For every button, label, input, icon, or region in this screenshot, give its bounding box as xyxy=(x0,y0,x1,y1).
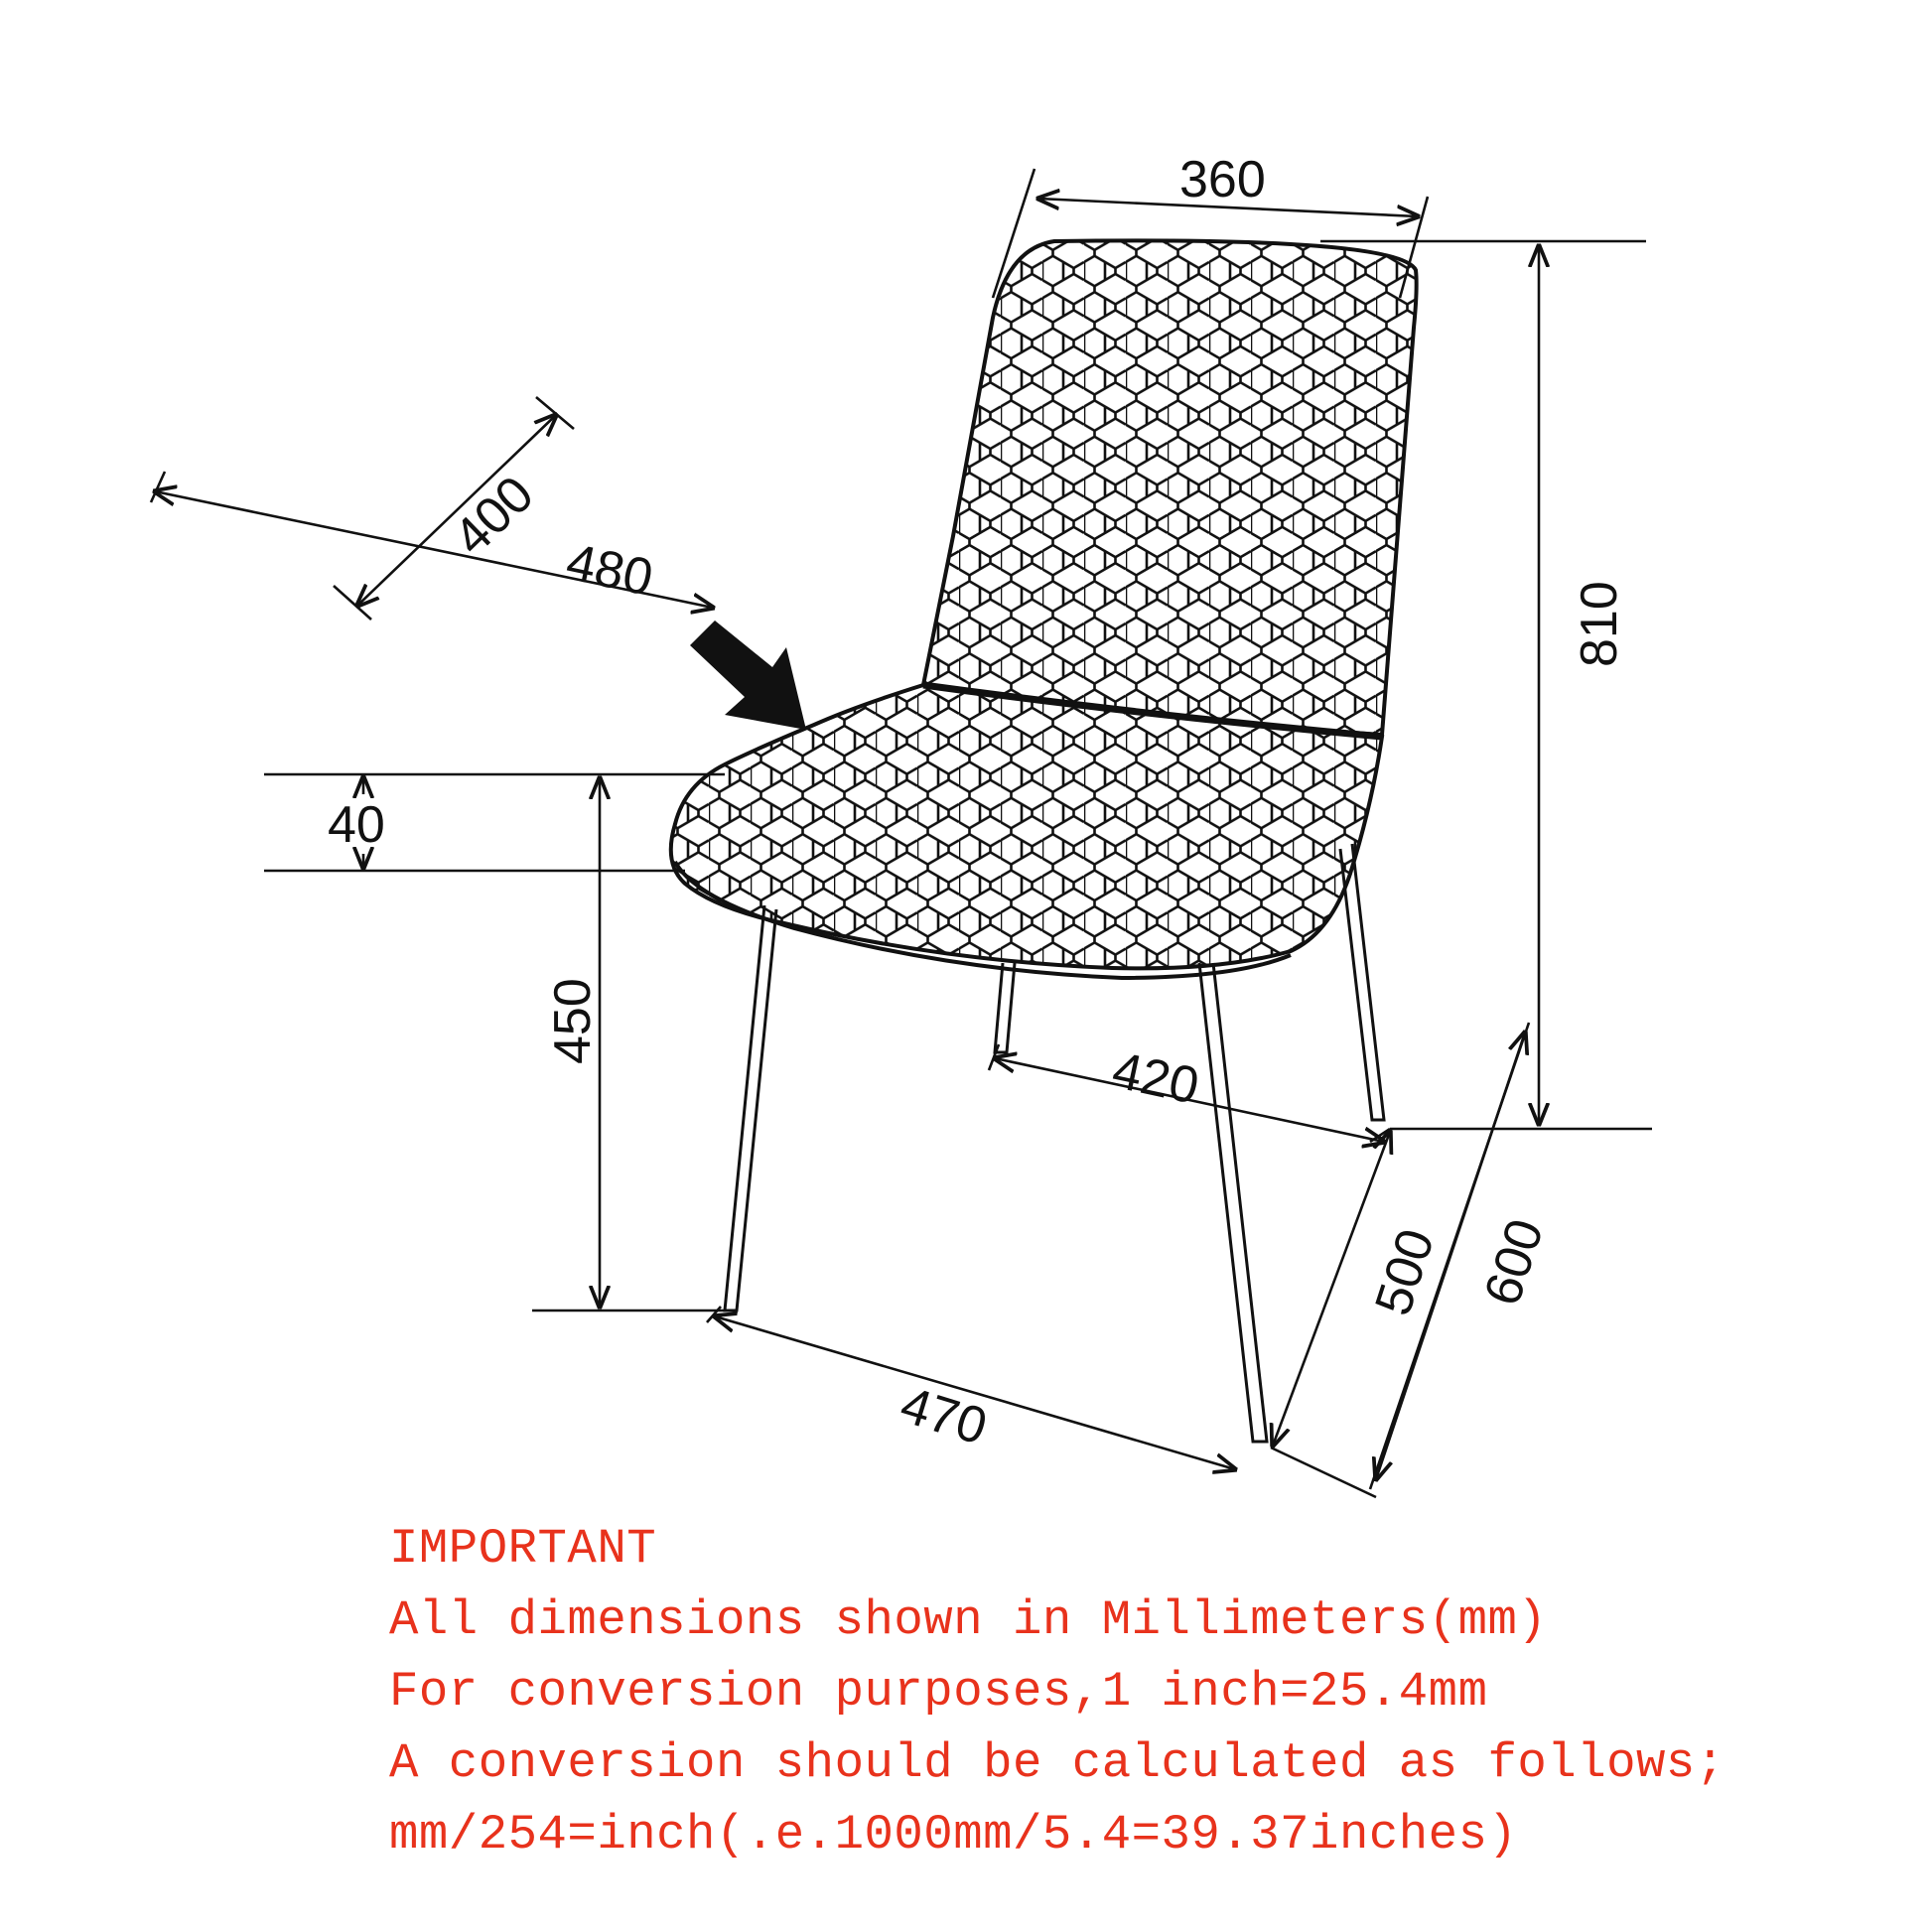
dim-label-420: 420 xyxy=(1107,1041,1204,1116)
dim-label-360: 360 xyxy=(1179,151,1266,208)
front-right-leg xyxy=(1199,963,1267,1442)
dim-label-40: 40 xyxy=(328,796,385,854)
dim-label-810: 810 xyxy=(1571,581,1628,667)
dim-label-450: 450 xyxy=(544,978,602,1064)
chair-drawing xyxy=(671,240,1417,1442)
note-line-4: mm/254=inch(.e.1000mm/5.4=39.37inches) xyxy=(389,1807,1518,1863)
chair-backrest xyxy=(923,240,1417,735)
dim-label-500: 500 xyxy=(1364,1222,1447,1322)
note-title: IMPORTANT xyxy=(389,1521,657,1577)
pointer-arrow-icon xyxy=(690,621,806,730)
dim-label-480: 480 xyxy=(561,533,658,608)
chair-seat xyxy=(671,685,1382,968)
note-line-3: A conversion should be calculated as follows; xyxy=(389,1735,1725,1791)
dim-label-400: 400 xyxy=(443,465,545,567)
front-left-leg xyxy=(725,905,776,1311)
dim-label-470: 470 xyxy=(894,1376,994,1456)
dim-label-600: 600 xyxy=(1473,1212,1556,1312)
note-line-2: For conversion purposes,1 inch=25.4mm xyxy=(389,1664,1488,1720)
note-line-1: All dimensions shown in Millimeters(mm) xyxy=(389,1592,1548,1648)
rear-left-leg xyxy=(995,963,1015,1052)
